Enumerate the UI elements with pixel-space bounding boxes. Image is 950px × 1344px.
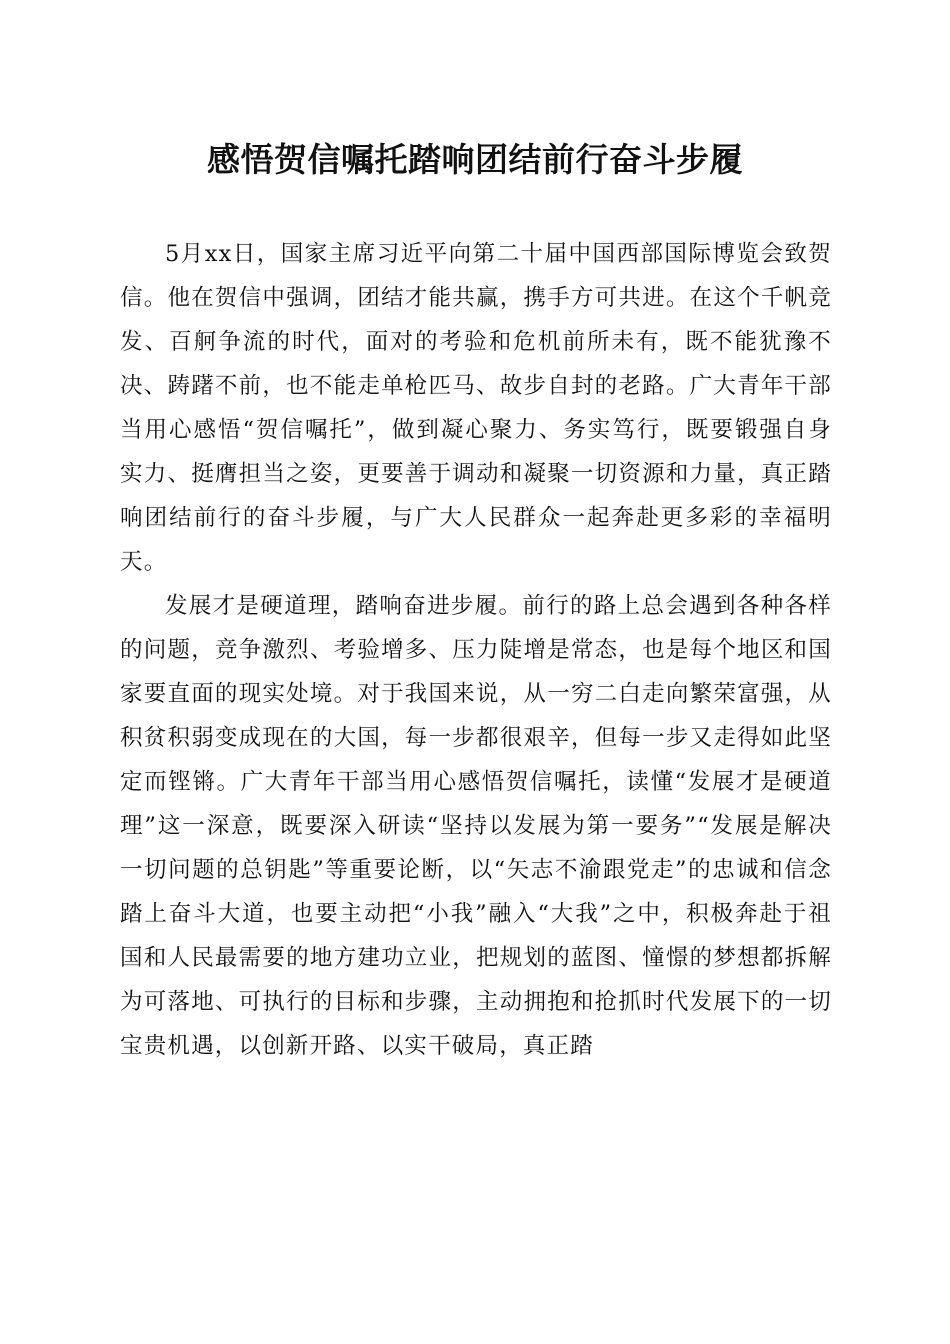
document-body [120, 232, 832, 1068]
paragraph-2: 发展才是硬道理，踏响奋进步履。前行的路上总会遇到各种各样的问题，竞争激烈、考验增多、压力陡增是常态，也是每个地区和国家要直面的现实处境。对于我国来说，从一穷二白走向繁荣富强，从积贫积弱变成现在的大国，每一步都很艰辛，但每一步又走得如此坚定而铿锵。广大青年干部当用心感悟贺信嘱托，读懂“发展才是硬道理”这一深意，既要深入研读“坚持以发展为第一要务”“发展是解决一切问题的总钥匙”等重要论断，以“矢志不渝跟党走”的忠诚和信念踏上奋斗大道，也要主动把“小我”融入“大我”之中，积极奔赴于祖国和人民最需要的地方建功立业，把规划的蓝图、憧憬的梦想都拆解为可落地、可执行的目标和步骤，主动拥抱和抢抓时代发展下的一切宝贵机遇，以创新开路、以实干破局，真正踏 [120, 593, 832, 1059]
document-title: 感悟贺信嘱托踏响团结前行奋斗步履 [207, 140, 743, 179]
paragraph-1: 5月xx日，国家主席习近平向第二十届中国西部国际博览会致贺信。他在贺信中强调，团结才能共赢，携手方可共进。在这个千帆竞发、百舸争流的时代，面对的考验和危机前所未有，既不能犹豫不决、踌躇不前，也不能走单枪匹马、故步自封的老路。广大青年干部当用心感悟“贺信嘱托”，做到凝心聚力、务实笃行，既要锻强自身实力、挺膺担当之姿，更要善于调动和凝聚一切资源和力量，真正踏响团结前行的奋斗步履，与广大人民群众一起奔赴更多彩的幸福明天。 [120, 241, 832, 575]
